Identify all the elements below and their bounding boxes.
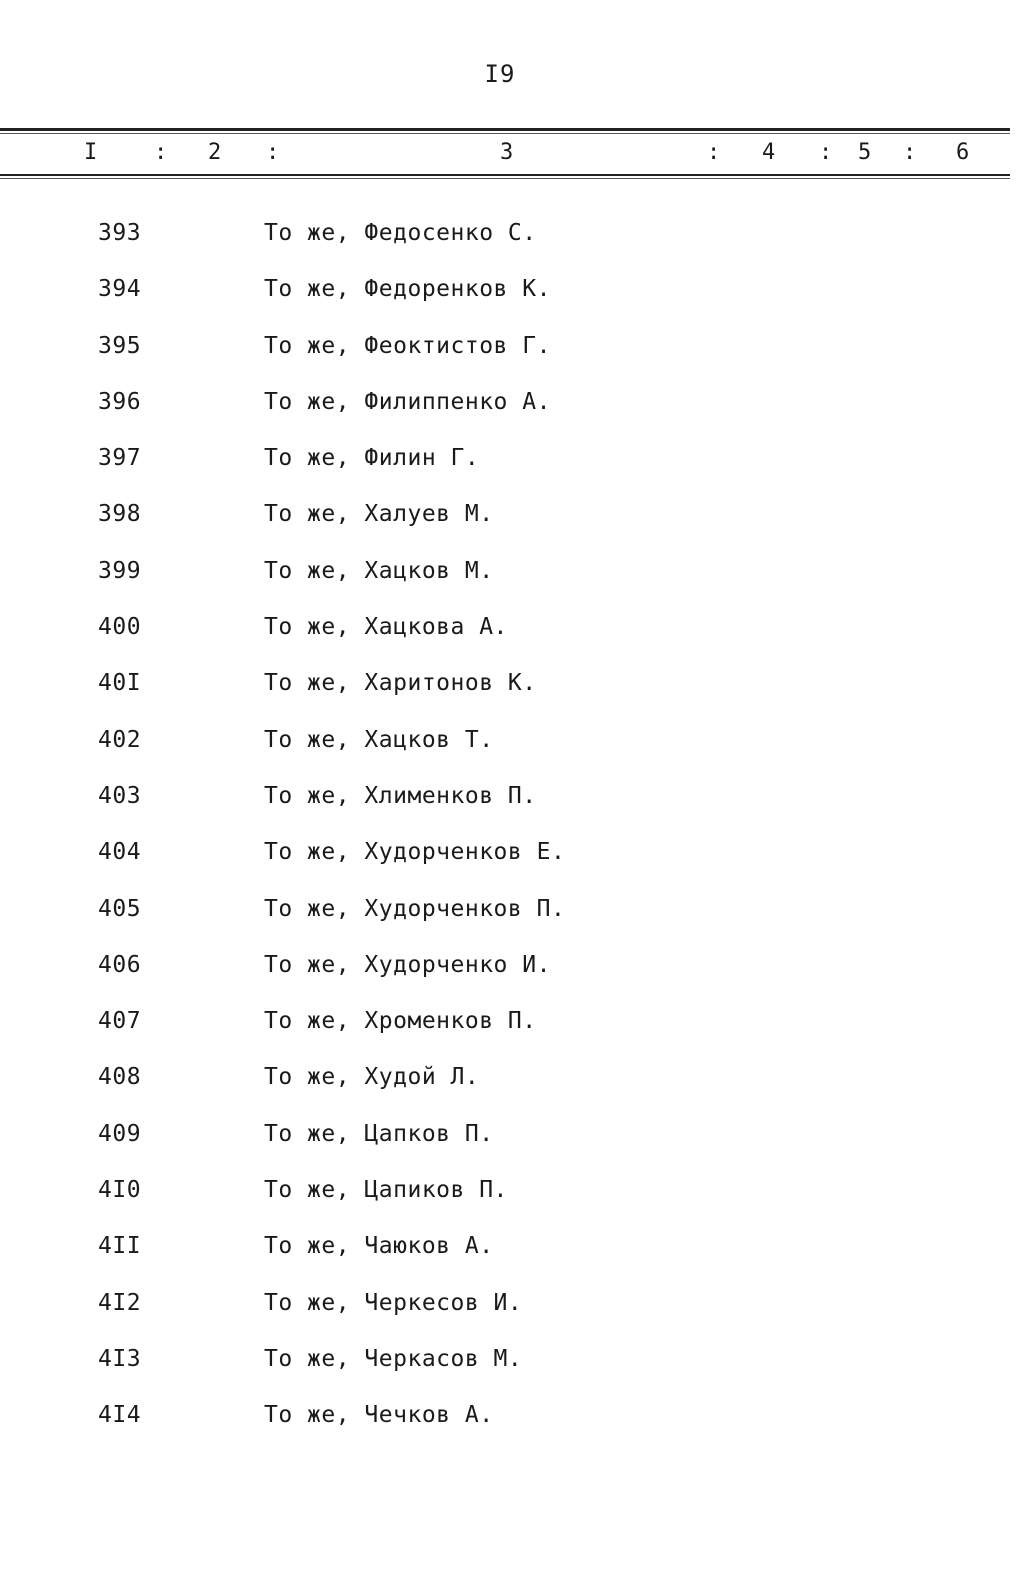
entry-text: То же, Худой Л. [264,1064,480,1091]
entry-text: То же, Федосенко С. [264,220,537,246]
list-item [0,664,1010,720]
entry-text: То же, Худорченко И. [264,951,551,978]
column-separator: : [154,140,168,165]
entry-text: То же, Цапков П. [264,1120,494,1147]
entry-number: 395 [98,332,142,359]
column-header-6: 6 [956,140,970,165]
entry-text: То же, Халуев М. [264,501,494,528]
entry-number: 4I0 [98,1177,142,1204]
entry-text: То же, Хлименков П. [264,782,537,809]
entry-text: То же, Феоктистов Г. [264,332,551,359]
entry-text: То же, Федоренков К. [264,276,551,303]
list-item [0,833,1010,889]
entry-number: 408 [98,1064,142,1091]
entry-number: 399 [98,557,142,584]
entry-text: То же, Хацкова А. [264,614,508,641]
entry-number: 40I [98,670,142,697]
entry-number: 404 [98,839,142,866]
entry-text: То же, Хацков М. [264,557,494,584]
entry-text: То же, Цапиков П. [264,1177,508,1204]
entry-text: То же, Филиппенко А. [264,388,551,415]
list-item [0,327,1010,383]
entry-number: 4I4 [98,1402,142,1429]
list-item [0,1284,1010,1340]
list-item [0,383,1010,439]
entry-number: 4I2 [98,1289,142,1316]
list-item [0,1002,1010,1058]
column-separator: : [266,140,280,165]
list-item [0,890,1010,946]
entry-number: 393 [98,220,142,246]
header-top-rule-thin [0,133,1010,134]
entry-number: 4I3 [98,1345,142,1372]
column-header-3: 3 [500,140,514,165]
entry-text: То же, Хроменков П. [264,1008,537,1035]
entry-number: 407 [98,1008,142,1035]
header-bottom-rule-thin [0,178,1010,179]
entry-text: То же, Хацков Т. [264,726,494,753]
list-item [0,1227,1010,1283]
list-item [0,552,1010,608]
entry-text: То же, Чаюков А. [264,1233,494,1260]
page-number: I9 [484,60,516,88]
entry-text: То же, Черкесов И. [264,1289,523,1316]
entry-list [0,214,1010,1453]
entry-number: 397 [98,445,142,472]
column-separator: : [819,140,833,165]
header-top-rule [0,128,1010,131]
list-item [0,1396,1010,1452]
entry-number: 409 [98,1120,142,1147]
entry-number: 403 [98,782,142,809]
entry-number: 398 [98,501,142,528]
list-item [0,214,1010,270]
column-separator: : [903,140,917,165]
entry-text: То же, Филин Г. [264,445,480,472]
column-header-row [0,140,1010,168]
entry-number: 406 [98,951,142,978]
list-item [0,721,1010,777]
list-item [0,270,1010,326]
entry-number: 402 [98,726,142,753]
entry-number: 405 [98,895,142,922]
header-bottom-rule [0,174,1010,176]
entry-number: 394 [98,276,142,303]
entry-number: 396 [98,388,142,415]
list-item [0,608,1010,664]
column-separator: : [707,140,721,165]
list-item [0,495,1010,551]
column-header-2: 2 [208,140,222,165]
entry-text: То же, Худорченков П. [264,895,566,922]
list-item [0,777,1010,833]
column-header-1: I [84,140,98,165]
list-item [0,1171,1010,1227]
list-item [0,439,1010,495]
entry-text: То же, Худорченков Е. [264,839,566,866]
entry-text: То же, Черкасов М. [264,1345,523,1372]
entry-number: 4II [98,1233,142,1260]
list-item [0,1340,1010,1396]
column-header-5: 5 [858,140,872,165]
list-item [0,1115,1010,1171]
entry-text: То же, Харитонов К. [264,670,537,697]
entry-text: То же, Чечков А. [264,1402,494,1429]
column-header-4: 4 [762,140,776,165]
list-item [0,1058,1010,1114]
entry-number: 400 [98,614,142,641]
list-item [0,946,1010,1002]
